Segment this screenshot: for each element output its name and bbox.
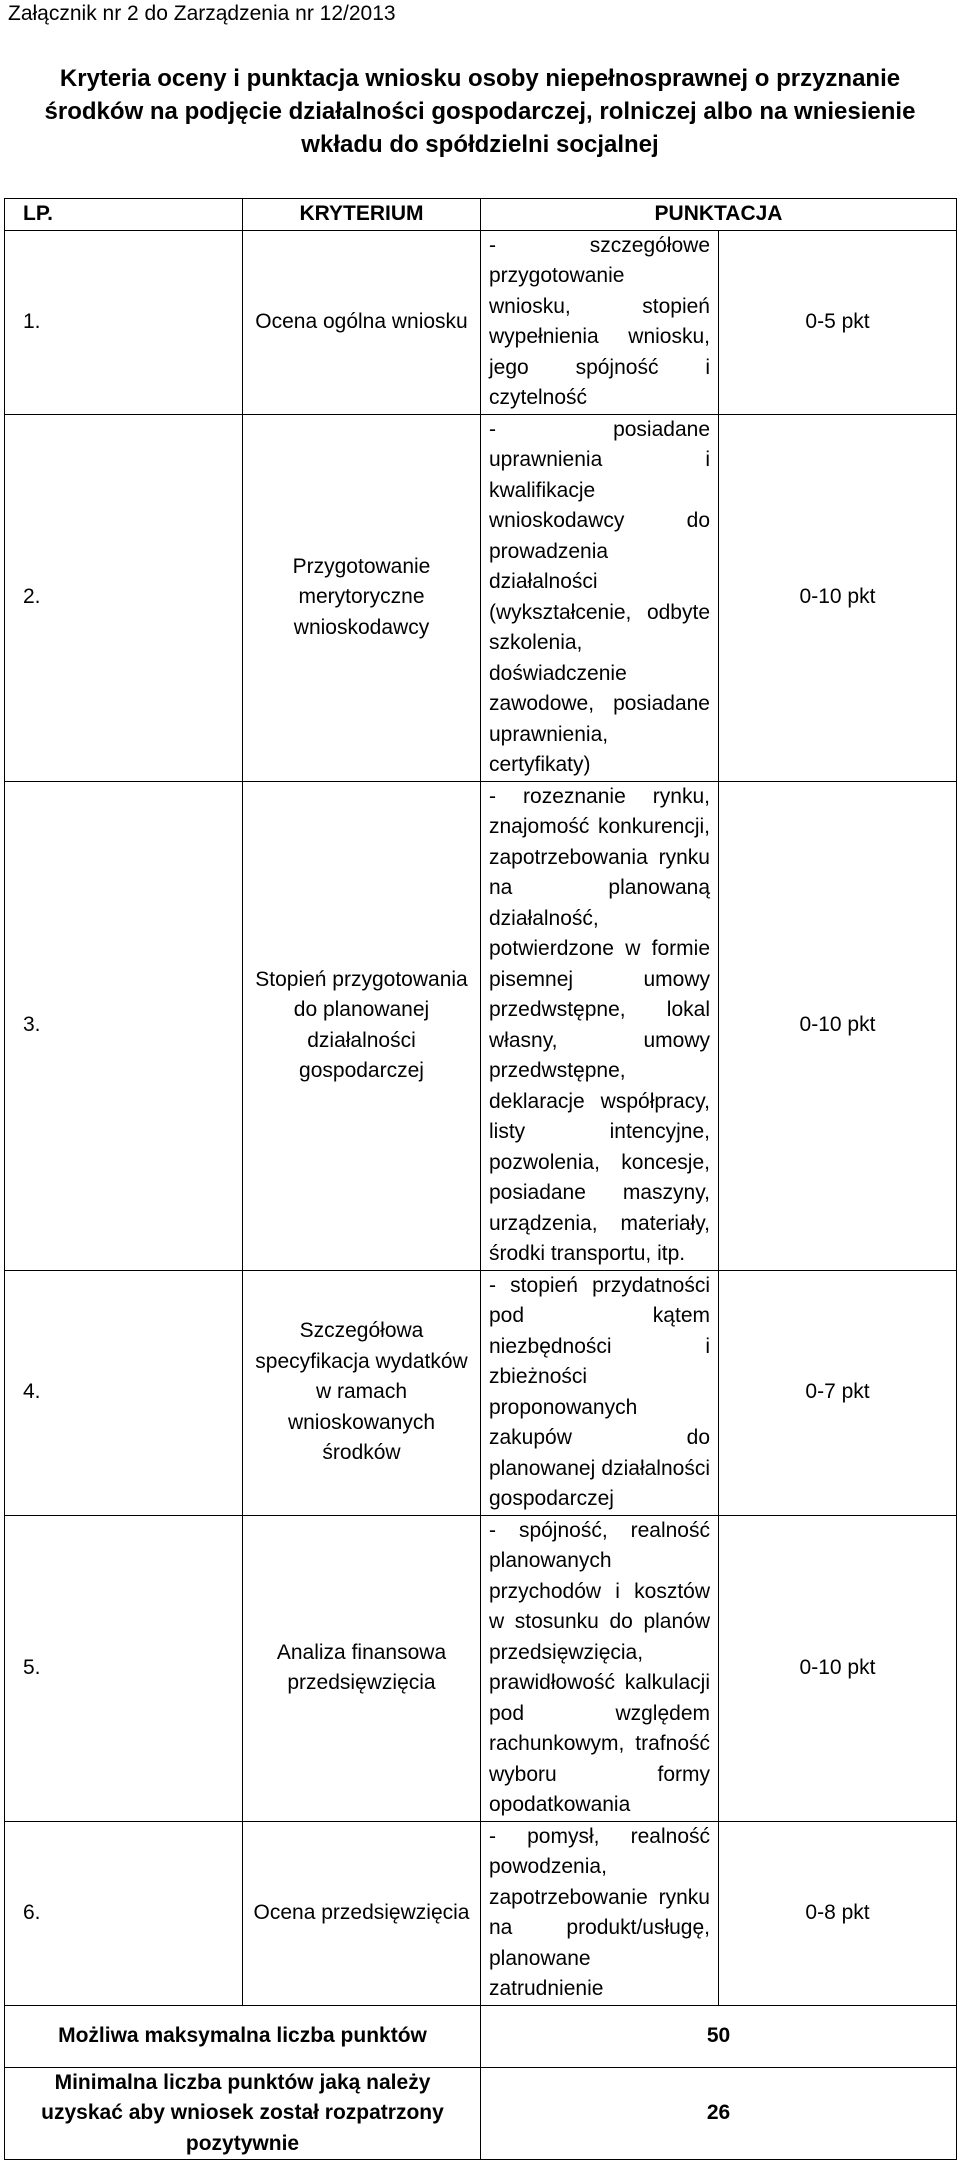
- criterion-description: - stopień przydatności pod kątem niezbędności i zbieżności proponowanych zakupów do planowanej działalności gospodarczej: [481, 1270, 719, 1515]
- points-range: 0-10 pkt: [719, 414, 957, 781]
- row-number: 5.: [5, 1515, 243, 1821]
- criterion-description: - pomysł, realność powodzenia, zapotrzebowanie rynku na produkt/usługę, planowane zatrudnienie: [481, 1821, 719, 2005]
- table-row: [5, 230, 957, 414]
- attachment-note: Załącznik nr 2 do Zarządzenia nr 12/2013: [8, 2, 396, 25]
- criterion-description: - posiadane uprawnienia i kwalifikacje wnioskodawcy do prowadzenia działalności (wykształcenie, odbyte szkolenia, doświadczenie zawodowe, posiadane uprawnienia, certyfikaty): [481, 414, 719, 781]
- criterion-description: - rozeznanie rynku, znajomość konkurencji, zapotrzebowania rynku na planowaną działalność, potwierdzone w formie pisemnej umowy przedwstępne, lokal własny, umowy przedwstępne, deklaracje współpracy, listy intencyjne, pozwolenia, koncesje, posiadane maszyny, urządzenia, materiały, środki transportu, itp.: [481, 781, 719, 1270]
- title-line-3: wkładu do spółdzielni socjalnej: [301, 131, 659, 158]
- header-lp: LP.: [5, 199, 243, 231]
- max-points-value: 50: [481, 2005, 957, 2067]
- criterion-name: Ocena przedsięwzięcia: [243, 1821, 481, 2005]
- header-points: PUNKTACJA: [481, 199, 957, 231]
- row-number: 1.: [5, 230, 243, 414]
- criterion-name: Stopień przygotowania do planowanej działalności gospodarczej: [243, 781, 481, 1270]
- table-row: [5, 1821, 957, 2005]
- max-points-label: Możliwa maksymalna liczba punktów: [5, 2005, 481, 2067]
- min-points-value: 26: [481, 2067, 957, 2160]
- points-range: 0-10 pkt: [719, 1515, 957, 1821]
- points-range: 0-7 pkt: [719, 1270, 957, 1515]
- criterion-description: - szczegółowe przygotowanie wniosku, stopień wypełnienia wniosku, jego spójność i czytelność: [481, 230, 719, 414]
- table-row: [5, 1515, 957, 1821]
- row-number: 3.: [5, 781, 243, 1270]
- table-row: [5, 414, 957, 781]
- criterion-name: Szczegółowa specyfikacja wydatków w ramach wnioskowanych środków: [243, 1270, 481, 1515]
- document-title: [0, 62, 960, 161]
- header-criterion: KRYTERIUM: [243, 199, 481, 231]
- title-line-2: środków na podjęcie działalności gospodarczej, rolniczej albo na wniesienie: [44, 98, 916, 125]
- row-number: 4.: [5, 1270, 243, 1515]
- criterion-name: Przygotowanie merytoryczne wnioskodawcy: [243, 414, 481, 781]
- summary-row-max: [5, 2005, 957, 2067]
- row-number: 2.: [5, 414, 243, 781]
- table-row: [5, 1270, 957, 1515]
- criterion-name: Ocena ogólna wniosku: [243, 230, 481, 414]
- criterion-name: Analiza finansowa przedsięwzięcia: [243, 1515, 481, 1821]
- criteria-table: [4, 198, 957, 2160]
- table-row: [5, 781, 957, 1270]
- criterion-description: - spójność, realność planowanych przychodów i kosztów w stosunku do planów przedsięwzięcia, prawidłowość kalkulacji pod względem rachunkowym, trafność wyboru formy opodatkowania: [481, 1515, 719, 1821]
- points-range: 0-5 pkt: [719, 230, 957, 414]
- min-points-label: Minimalna liczba punktów jaką należy uzyskać aby wniosek został rozpatrzony pozytywnie: [5, 2067, 481, 2160]
- table-header-row: [5, 199, 957, 231]
- title-line-1: Kryteria oceny i punktacja wniosku osoby niepełnosprawnej o przyznanie: [59, 65, 901, 92]
- summary-row-min: [5, 2067, 957, 2160]
- row-number: 6.: [5, 1821, 243, 2005]
- points-range: 0-10 pkt: [719, 781, 957, 1270]
- points-range: 0-8 pkt: [719, 1821, 957, 2005]
